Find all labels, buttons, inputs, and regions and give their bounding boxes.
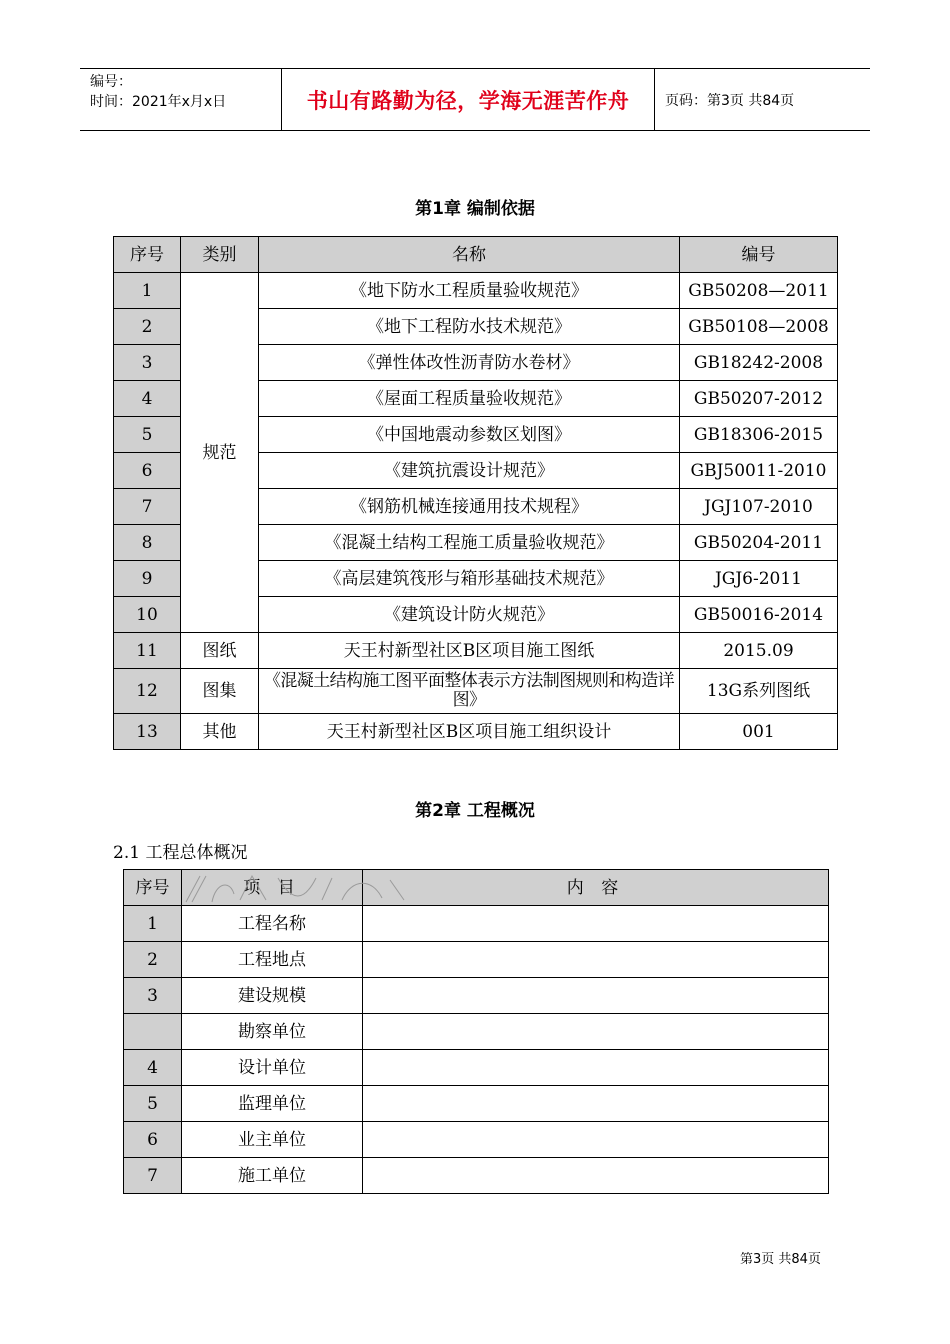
row-number: 4 — [124, 1050, 182, 1086]
row-number: 3 — [114, 345, 181, 381]
item-content — [363, 1050, 829, 1086]
document-code: 001 — [680, 714, 838, 750]
page-footer: 第3页 共84页 — [740, 1252, 821, 1267]
document-code: 13G系列图纸 — [680, 669, 838, 714]
row-number: 9 — [114, 561, 181, 597]
item-content — [363, 978, 829, 1014]
table-row — [124, 906, 829, 942]
column-header-item: 项 目 — [182, 870, 363, 906]
row-number: 5 — [114, 417, 181, 453]
item-content — [363, 1086, 829, 1122]
document-code: GBJ50011-2010 — [680, 453, 838, 489]
document-code: GB50016-2014 — [680, 597, 838, 633]
document-name: 天王村新型社区B区项目施工图纸 — [259, 633, 680, 669]
document-name: 《弹性体改性沥青防水卷材》 — [259, 345, 680, 381]
column-header-no: 序号 — [114, 237, 181, 273]
document-name: 《屋面工程质量验收规范》 — [259, 381, 680, 417]
column-header-code: 编号 — [680, 237, 838, 273]
column-header-content: 内 容 — [363, 870, 829, 906]
row-number: 11 — [114, 633, 181, 669]
item-label: 业主单位 — [182, 1122, 363, 1158]
document-code: GB18306-2015 — [680, 417, 838, 453]
row-number: 10 — [114, 597, 181, 633]
column-header-category: 类别 — [181, 237, 259, 273]
row-number: 4 — [114, 381, 181, 417]
table-header-row — [114, 237, 838, 273]
document-code: GB50207-2012 — [680, 381, 838, 417]
document-code: JGJ107-2010 — [680, 489, 838, 525]
row-number: 6 — [114, 453, 181, 489]
header-motto-cell — [282, 69, 655, 130]
row-number: 12 — [114, 669, 181, 714]
document-code: JGJ6-2011 — [680, 561, 838, 597]
row-number: 1 — [114, 273, 181, 309]
table-row — [114, 669, 838, 714]
row-number: 1 — [124, 906, 182, 942]
document-name: 《钢筋机械连接通用技术规程》 — [259, 489, 680, 525]
table-row — [114, 273, 838, 309]
item-label: 勘察单位 — [182, 1014, 363, 1050]
document-name: 《混凝土结构工程施工质量验收规范》 — [259, 525, 680, 561]
row-number: 7 — [124, 1158, 182, 1194]
section-title: 2.1 工程总体概况 — [113, 843, 248, 863]
document-code: GB50108—2008 — [680, 309, 838, 345]
item-label: 工程名称 — [182, 906, 363, 942]
row-number — [124, 1014, 182, 1050]
item-content — [363, 1014, 829, 1050]
item-label: 建设规模 — [182, 978, 363, 1014]
header-number: 编号： — [90, 74, 132, 90]
header-page-cell — [655, 69, 870, 130]
chapter1-title: 第1章 编制依据 — [415, 199, 535, 219]
item-content — [363, 1158, 829, 1194]
header-page-code: 页码：第3页 共84页 — [665, 92, 795, 109]
item-label: 工程地点 — [182, 942, 363, 978]
header-meta — [80, 69, 282, 130]
category-cell: 图纸 — [181, 633, 259, 669]
document-name: 《建筑抗震设计规范》 — [259, 453, 680, 489]
document-code: GB50204-2011 — [680, 525, 838, 561]
row-number: 6 — [124, 1122, 182, 1158]
item-content — [363, 1122, 829, 1158]
category-cell: 其他 — [181, 714, 259, 750]
item-label: 施工单位 — [182, 1158, 363, 1194]
document-name: 《高层建筑筏形与箱形基础技术规范》 — [259, 561, 680, 597]
document-name: 天王村新型社区B区项目施工组织设计 — [259, 714, 680, 750]
overview-table — [123, 869, 829, 1194]
table-row — [124, 1122, 829, 1158]
item-label: 监理单位 — [182, 1086, 363, 1122]
table-row — [124, 1014, 829, 1050]
document-name: 《地下防水工程质量验收规范》 — [259, 273, 680, 309]
document-name: 《中国地震动参数区划图》 — [259, 417, 680, 453]
table-row — [114, 714, 838, 750]
table-row — [124, 1050, 829, 1086]
category-cell: 图集 — [181, 669, 259, 714]
document-code: GB18242-2008 — [680, 345, 838, 381]
chapter2-title: 第2章 工程概况 — [415, 801, 535, 821]
document-name: 《地下工程防水技术规范》 — [259, 309, 680, 345]
column-header-no: 序号 — [124, 870, 182, 906]
table-row — [124, 942, 829, 978]
item-content — [363, 942, 829, 978]
document-name: 《建筑设计防火规范》 — [259, 597, 680, 633]
table-row — [124, 1158, 829, 1194]
header-motto: 书山有路勤为径，学海无涯苦作舟 — [306, 88, 630, 113]
row-number: 2 — [114, 309, 181, 345]
item-label: 设计单位 — [182, 1050, 363, 1086]
item-content — [363, 906, 829, 942]
row-number: 13 — [114, 714, 181, 750]
page-header — [80, 68, 870, 131]
row-number: 2 — [124, 942, 182, 978]
table-row — [124, 1086, 829, 1122]
table-row — [114, 633, 838, 669]
table-row — [124, 978, 829, 1014]
category-cell: 规范 — [181, 273, 259, 633]
document-code: 2015.09 — [680, 633, 838, 669]
document-code: GB50208—2011 — [680, 273, 838, 309]
basis-table — [113, 236, 838, 750]
row-number: 7 — [114, 489, 181, 525]
column-header-name: 名称 — [259, 237, 680, 273]
watermark-scribble — [182, 872, 422, 908]
row-number: 5 — [124, 1086, 182, 1122]
row-number: 8 — [114, 525, 181, 561]
header-time: 时间：2021年x月x日 — [90, 94, 227, 110]
row-number: 3 — [124, 978, 182, 1014]
document-name: 《混凝土结构施工图平面整体表示方法制图规则和构造详图》 — [259, 669, 680, 714]
